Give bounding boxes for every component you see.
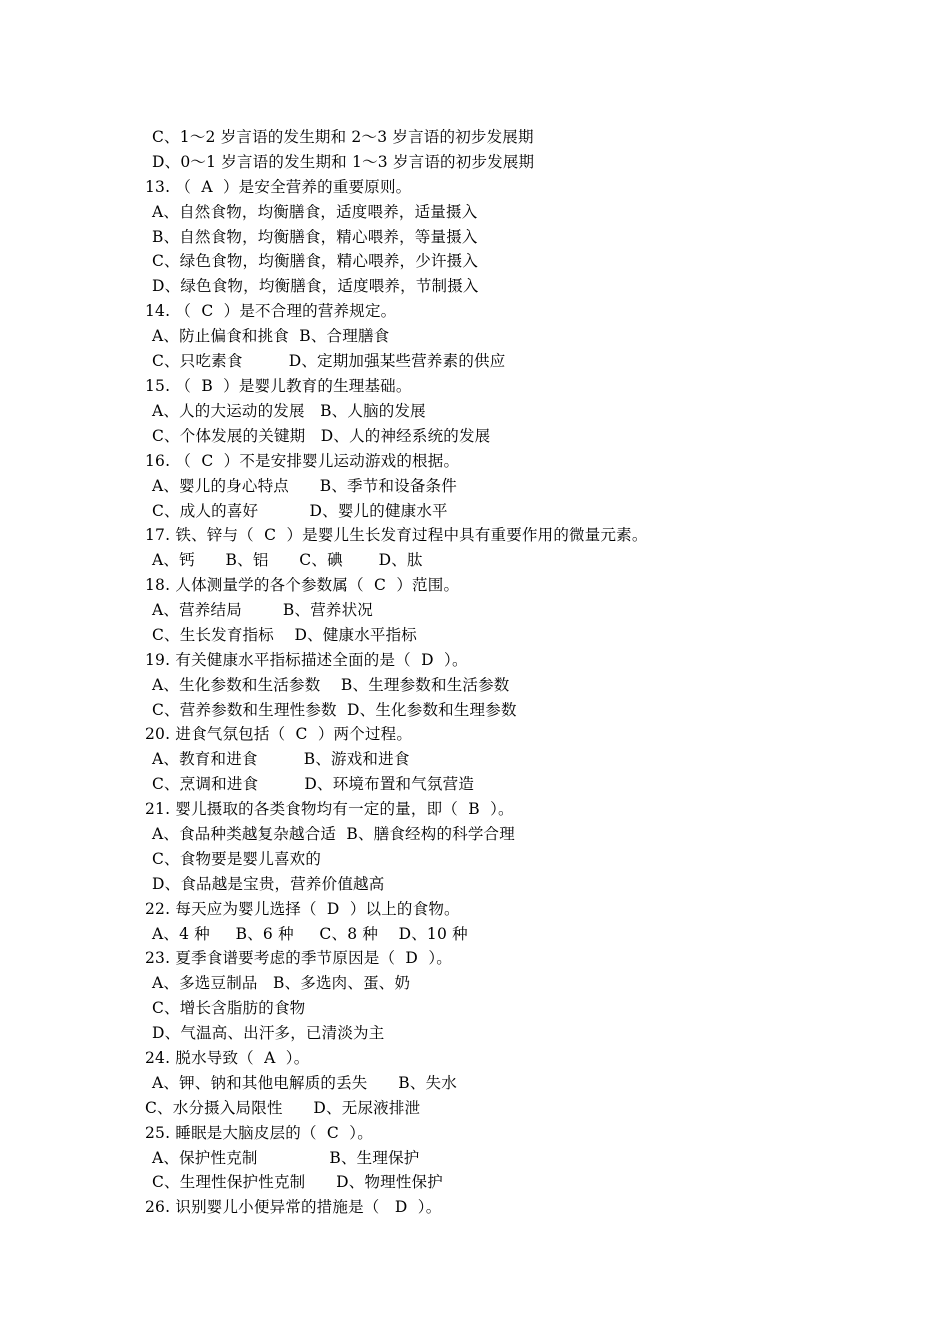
question-line: 20. 进食气氛包括（ C ）两个过程。 <box>145 725 413 743</box>
question-line: 23. 夏季食谱要考虑的季节原因是（ D ）。 <box>145 949 452 967</box>
option-line: D、食品越是宝贵，营养价值越高 <box>152 875 385 893</box>
question-line: 16. （ C ）不是安排婴儿运动游戏的根据。 <box>145 452 460 470</box>
option-line: C、烹调和进食 D、环境布置和气氛营造 <box>152 775 475 793</box>
option-line: A、食品种类越复杂越合适 B、膳食经构的科学合理 <box>152 825 515 843</box>
question-line: 26. 识别婴儿小便异常的措施是（ D ）。 <box>145 1198 442 1216</box>
option-line: D、绿色食物，均衡膳食，适度喂养，节制摄入 <box>152 277 479 295</box>
option-line: B、自然食物，均衡膳食，精心喂养，等量摄入 <box>152 228 478 246</box>
question-line: 21. 婴儿摄取的各类食物均有一定的量，即（ B ）。 <box>145 800 514 818</box>
option-line: D、0～1 岁言语的发生期和 1～3 岁言语的初步发展期 <box>152 153 535 171</box>
question-line: 22. 每天应为婴儿选择（ D ）以上的食物。 <box>145 900 460 918</box>
option-line: A、多选豆制品 B、多选肉、蛋、奶 <box>152 974 411 992</box>
question-line: 15. （ B ）是婴儿教育的生理基础。 <box>145 377 412 395</box>
option-line: C、水分摄入局限性 D、无尿液排泄 <box>145 1099 421 1117</box>
option-line: C、只吃素食 D、定期加强某些营养素的供应 <box>152 352 506 370</box>
question-line: 18. 人体测量学的各个参数属（ C ）范围。 <box>145 576 460 594</box>
option-line: A、生化参数和生活参数 B、生理参数和生活参数 <box>152 676 510 694</box>
question-line: 19. 有关健康水平指标描述全面的是（ D ）。 <box>145 651 468 669</box>
question-line: 25. 睡眠是大脑皮层的（ C ）。 <box>145 1124 373 1142</box>
question-line: 14. （ C ）是不合理的营养规定。 <box>145 302 397 320</box>
option-line: A、人的大运动的发展 B、人脑的发展 <box>152 402 426 420</box>
question-line: 13. （ A ）是安全营养的重要原则。 <box>145 178 412 196</box>
option-line: A、4 种 B、6 种 C、8 种 D、10 种 <box>152 925 468 943</box>
option-line: A、钾、钠和其他电解质的丢失 B、失水 <box>152 1074 457 1092</box>
option-line: D、气温高、出汗多，已清淡为主 <box>152 1024 385 1042</box>
option-line: C、生理性保护性克制 D、物理性保护 <box>152 1173 443 1191</box>
option-line: A、婴儿的身心特点 B、季节和设备条件 <box>152 477 457 495</box>
option-line: A、保护性克制 B、生理保护 <box>152 1149 420 1167</box>
option-line: A、钙 B、铝 C、碘 D、肽 <box>152 551 423 569</box>
option-line: A、教育和进食 B、游戏和进食 <box>152 750 410 768</box>
option-line: C、增长含脂肪的食物 <box>152 999 306 1017</box>
option-line: C、食物要是婴儿喜欢的 <box>152 850 322 868</box>
option-line: C、营养参数和生理性参数 D、生化参数和生理参数 <box>152 701 517 719</box>
option-line: C、成人的喜好 D、婴儿的健康水平 <box>152 502 448 520</box>
option-line: C、生长发育指标 D、健康水平指标 <box>152 626 417 644</box>
option-line: C、绿色食物，均衡膳食，精心喂养，少许摄入 <box>152 252 479 270</box>
option-line: A、营养结局 B、营养状况 <box>152 601 374 619</box>
option-line: A、防止偏食和挑食 B、合理膳食 <box>152 327 390 345</box>
option-line: A、自然食物，均衡膳食，适度喂养，适量摄入 <box>152 203 478 221</box>
option-line: C、个体发展的关键期 D、人的神经系统的发展 <box>152 427 491 445</box>
option-line: C、1～2 岁言语的发生期和 2～3 岁言语的初步发展期 <box>152 128 534 146</box>
question-line: 17. 铁、锌与（ C ）是婴儿生长发育过程中具有重要作用的微量元素。 <box>145 526 648 544</box>
question-line: 24. 脱水导致（ A ）。 <box>145 1049 310 1067</box>
